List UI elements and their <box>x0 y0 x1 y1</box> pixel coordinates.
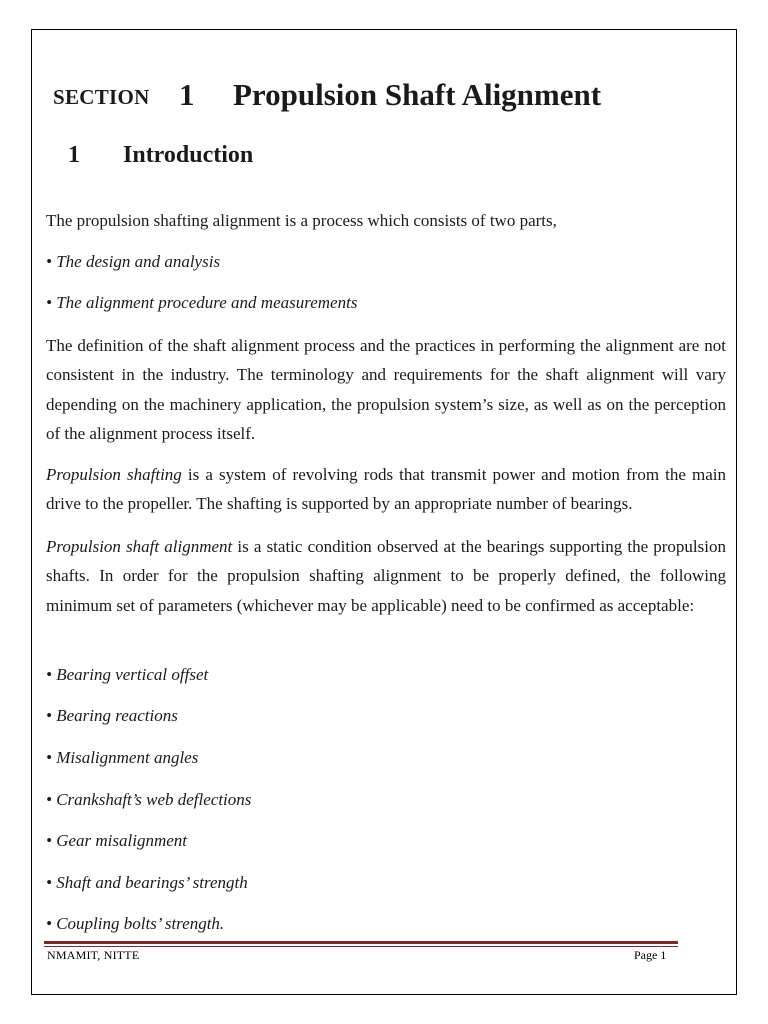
term-propulsion-shaft-alignment: Propulsion shaft alignment <box>46 537 233 556</box>
alignment-description: is a static condition observed at the bearings supporting the propulsion shafts. In order for the propulsion shafting alignment to be properly defined, the following minimum set of parameters (whichever may be applicable) need to be confirmed as acceptable: <box>46 537 726 615</box>
subsection-number: 1 <box>68 142 80 168</box>
definition-paragraph: The definition of the shaft alignment process and the practices in performing the alignment are not consistent in the industry. The terminology and requirements for the shaft alignment will vary depending on the machinery application, the propulsion system’s size, as well as on the perception of the alignment process itself. <box>46 336 726 444</box>
list-item: • Shaft and bearings’ strength <box>46 873 248 892</box>
list-item: • Bearing reactions <box>46 706 178 725</box>
list-item: • The design and analysis <box>46 252 221 271</box>
shafting-paragraph <box>46 460 726 519</box>
list-item: • Crankshaft’s web deflections <box>46 790 252 809</box>
shafting-description: is a system of revolving rods that transmit power and motion from the main drive to the propeller. The shafting is supported by an appropriate number of bearings. <box>46 465 726 514</box>
term-propulsion-shafting: Propulsion shafting <box>46 465 182 484</box>
list-item: • Misalignment angles <box>46 748 199 767</box>
list-item: • Bearing vertical offset <box>46 665 209 684</box>
section-heading <box>53 77 602 112</box>
section-number: 1 <box>179 77 195 112</box>
section-title: Propulsion Shaft Alignment <box>233 77 602 112</box>
footer-page-number: Page 1 <box>634 948 667 962</box>
alignment-paragraph <box>46 532 726 620</box>
subsection-heading <box>68 142 254 169</box>
list-item: • Coupling bolts’ strength. <box>46 914 225 933</box>
list-item: • Gear misalignment <box>46 831 187 850</box>
footer-institution: NMAMIT, NITTE <box>47 948 140 962</box>
footer-rule-thin <box>44 946 678 947</box>
section-label: SECTION <box>53 85 150 109</box>
list-item: • The alignment procedure and measurements <box>46 293 358 312</box>
footer-rule <box>44 941 678 944</box>
subsection-title: Introduction <box>123 142 254 168</box>
intro-paragraph: The propulsion shafting alignment is a process which consists of two parts, <box>46 211 557 230</box>
